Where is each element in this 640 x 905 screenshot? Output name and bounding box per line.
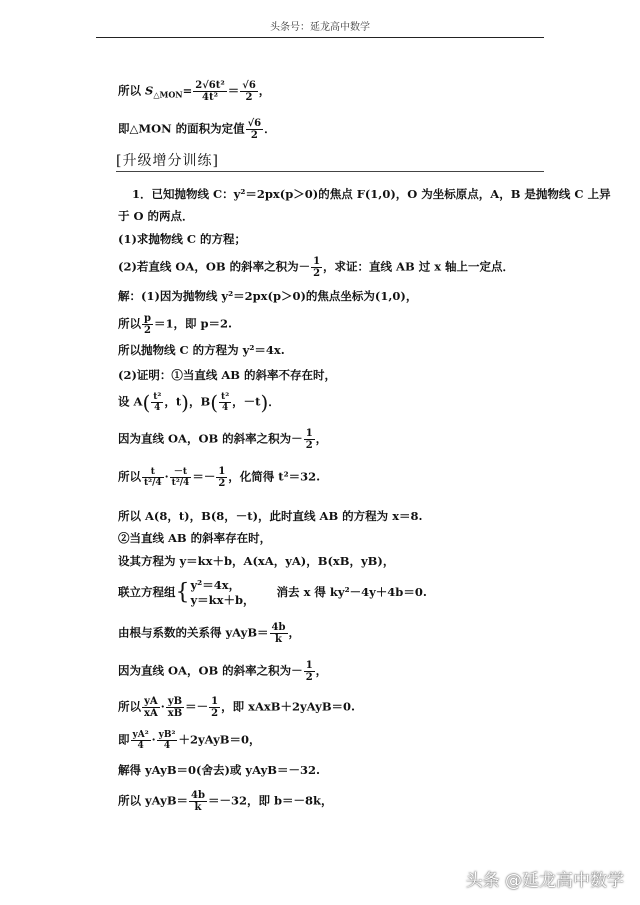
text: 所以	[118, 83, 146, 98]
fraction: $\frac{4b}{k}$	[191, 790, 205, 813]
fraction: $\frac{1}{2}$	[218, 466, 226, 489]
section-rule	[116, 171, 544, 172]
fraction: $\frac{yB}{xB}$	[167, 696, 183, 719]
solution-line-7: 所以 $\frac{t}{\text{t²/4}}$ · $\frac{-t}{\text{t²/4}}$ ＝－ $\frac{1}{2}$ ，化简得 t²＝32.	[118, 466, 321, 489]
fraction: $\frac{yA}{xA}$	[144, 696, 158, 719]
text: S	[145, 83, 154, 98]
fraction: $\frac{√6}{2}$	[242, 80, 256, 103]
fraction: $\frac{1}{2}$	[305, 660, 313, 683]
problem-line-1: 1．已知抛物线 C：y²＝2px(p＞0)的焦点 F(1,0)，O 为坐标原点，A，B 是抛物线 C 上异	[132, 187, 611, 201]
solution-line-4: (2)证明：①当直线 AB 的斜率不存在时，	[118, 368, 337, 382]
fraction: $\frac{t}{\text{t²/4}}$	[144, 467, 162, 488]
question-1: (1)求抛物线 C 的方程；	[118, 232, 247, 246]
page-header: 头条号：延龙高中数学	[270, 22, 370, 33]
solution-line-11: 联立方程组{ y²＝4x， y＝kx＋b， 消去 x 得 ky²－4y＋4b＝0.	[118, 578, 427, 607]
solution-line-6: 因为直线 OA，OB 的斜率之积为－ $\frac{1}{2}$ ，	[118, 428, 328, 451]
area-conclusion-line: 即△MON 的面积为定值 $\frac{√6}{2}$ ．	[118, 118, 276, 141]
fraction: $\frac{\text{yB²}}{4}$	[158, 730, 176, 751]
problem-line-2: 于 O 的两点．	[118, 209, 194, 223]
text: 即△MON 的面积为定值	[118, 121, 245, 136]
area-formula-line: 所以 $S_{\triangle MON}=$ $\frac{\text{2√6t²}}{\text{4t²}}$ ＝ $\frac{√6}{2}$ ，	[118, 80, 271, 103]
section-title: [升级增分训练]	[116, 153, 219, 169]
fraction: $\frac{\text{t²}}{4}$	[153, 392, 162, 413]
fraction: $\frac{\text{yA²}}{4}$	[132, 730, 149, 751]
solution-line-5: 设 A( $\frac{\text{t²}}{4}$ ，t)，B( $\frac{\text{t²}}{4}$ ，－t)．	[118, 390, 280, 415]
fraction: $\frac{p}{2}$	[144, 313, 151, 336]
fraction: $\frac{1}{2}$	[211, 696, 219, 719]
fraction: $\frac{√6}{2}$	[247, 118, 262, 141]
solution-line-9: ②当直线 AB 的斜率存在时，	[118, 531, 272, 545]
fraction: $\frac{-t}{\text{t²/4}}$	[171, 467, 190, 488]
solution-line-2: 所以 $\frac{p}{2}$ ＝1，即 p＝2.	[118, 313, 233, 336]
question-2: (2)若直线 OA，OB 的斜率之积为－ $\frac{1}{2}$ ，求证：直线 AB 过 x 轴上一定点．	[118, 256, 515, 279]
text: △MON	[153, 89, 183, 100]
solution-line-14: 所以 $\frac{yA}{xA}$ · $\frac{yB}{xB}$ ＝－ $\frac{1}{2}$ ，即 xAxB＋2yAyB＝0.	[118, 696, 356, 719]
solution-line-1: 解：(1)因为抛物线 y²＝2px(p＞0)的焦点坐标为(1,0)，	[118, 289, 418, 303]
solution-line-8: 所以 A(8，t)，B(8，－t)，此时直线 AB 的方程为 x＝8.	[118, 509, 423, 523]
solution-line-10: 设其方程为 y＝kx＋b，A(xA，yA)，B(xB，yB)，	[118, 554, 395, 568]
fraction: $\frac{\text{t²}}{4}$	[221, 392, 230, 413]
solution-line-16: 解得 yAyB＝0(舍去)或 yAyB＝－32.	[118, 763, 320, 777]
solution-line-15: 即 $\frac{\text{yA²}}{4}$ · $\frac{\text{yB²}}{4}$ ＋2yAyB＝0，	[118, 730, 261, 751]
equation-system: y²＝4x， y＝kx＋b，	[190, 578, 255, 607]
fraction: $\frac{\text{2√6t²}}{\text{4t²}}$	[195, 80, 225, 103]
watermark: 头条 @延龙高中数学	[465, 871, 624, 891]
solution-line-3: 所以抛物线 C 的方程为 y²＝4x.	[118, 343, 285, 357]
header-rule	[96, 37, 544, 38]
fraction: $\frac{1}{2}$	[305, 428, 313, 451]
solution-line-12: 由根与系数的关系得 yAyB＝ $\frac{4b}{k}$ ，	[118, 622, 300, 645]
solution-line-17: 所以 yAyB＝ $\frac{4b}{k}$ ＝－32，即 b＝－8k，	[118, 790, 333, 813]
fraction: $\frac{4b}{k}$	[271, 622, 286, 645]
fraction: $\frac{1}{2}$	[313, 256, 321, 279]
solution-line-13: 因为直线 OA，OB 的斜率之积为－ $\frac{1}{2}$ ，	[118, 660, 328, 683]
